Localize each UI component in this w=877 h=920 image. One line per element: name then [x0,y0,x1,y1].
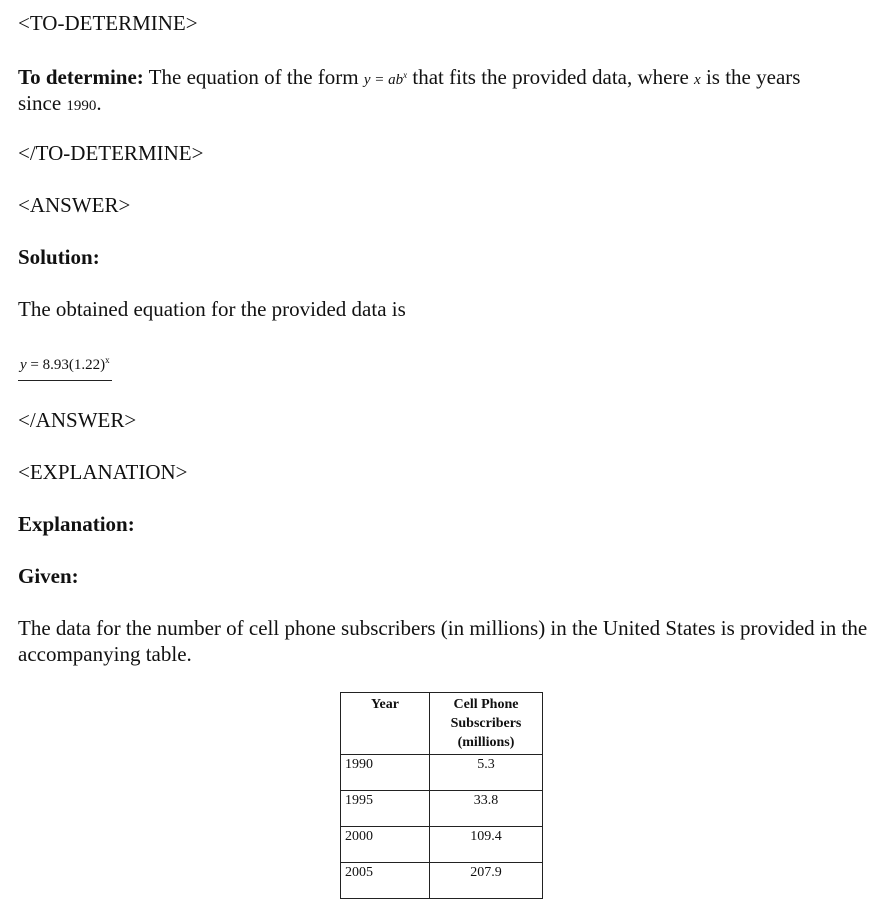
table-row [341,827,543,863]
cell-year: 1990 [341,755,430,791]
cell-subscribers: 207.9 [430,863,543,899]
cell-subscribers: 33.8 [430,791,543,827]
formula [364,72,407,88]
explanation-open-tag: <EXPLANATION> [18,460,188,484]
equation-exponent: x [105,355,110,365]
to-determine-line-2 [18,91,102,118]
cell-subscribers: 109.4 [430,827,543,863]
given-text: The data for the number of cell phone subscribers (in millions) in the United States is provided in the accompanying table. [18,616,868,666]
to-determine-open-tag: <TO-DETERMINE> [18,11,198,35]
to-determine-label: To determine: [18,65,144,89]
to-determine-close-tag: </TO-DETERMINE> [18,141,204,165]
solution-text: The obtained equation for the provided data is [18,297,406,321]
solution-label: Solution: [18,245,100,269]
header-year: Year [341,693,430,755]
formula-base: y = ab [363,72,404,88]
to-determine-text-1: The equation of the form [143,65,364,89]
explanation-label: Explanation: [18,512,135,536]
given-label: Given: [18,564,79,588]
solution-equation [18,350,112,381]
table-row [341,791,543,827]
table-row [341,755,543,791]
formula-exponent: x [403,70,408,80]
header-subscribers: Cell Phone Subscribers (millions) [430,693,543,755]
cell-year: 2005 [341,863,430,899]
cell-year: 2000 [341,827,430,863]
to-determine-text-3: is the years [700,65,801,89]
to-determine-line-1 [18,63,800,92]
to-determine-text-4: since [18,91,67,115]
subscribers-table [340,692,543,899]
equation-lhs: y [20,357,27,373]
to-determine-text-5: . [96,91,102,115]
year-1990: 1990 [66,98,97,114]
to-determine-text-2: that fits the provided data, where [407,65,695,89]
answer-close-tag: </ANSWER> [18,408,137,432]
table-header-row [341,693,543,755]
cell-subscribers: 5.3 [430,755,543,791]
equation-rhs: = 8.93(1.22) [26,357,106,373]
answer-open-tag: <ANSWER> [18,193,131,217]
variable-x: x [694,72,701,88]
table-row [341,863,543,899]
cell-year: 1995 [341,791,430,827]
